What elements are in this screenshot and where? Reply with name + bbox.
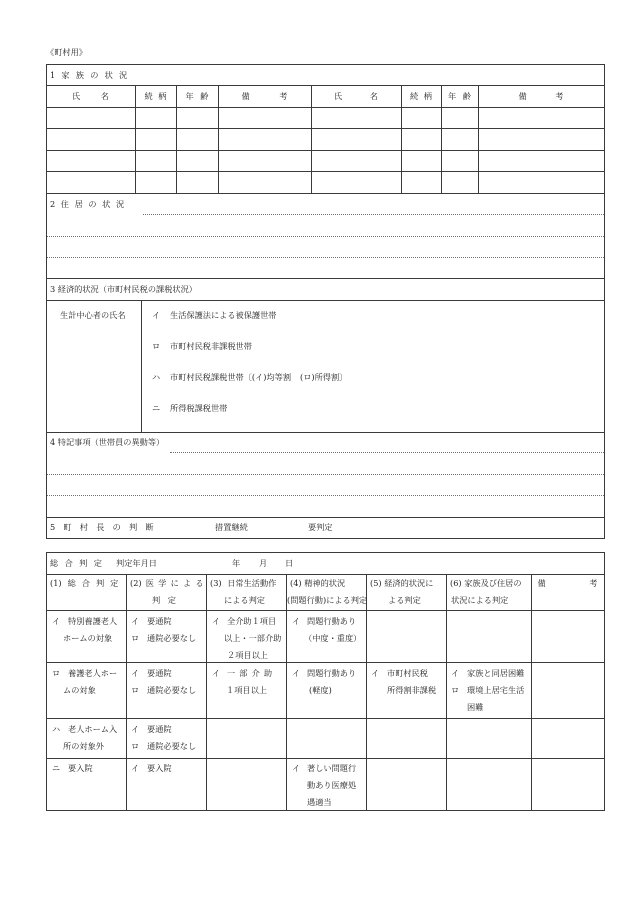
- cell-marker: イ: [212, 616, 221, 626]
- notes-entry-line: [47, 495, 604, 496]
- cell-text: 著しい問題行: [307, 763, 357, 773]
- cell-text: 遇適当: [307, 797, 332, 807]
- family-header-relation: 続 柄: [410, 91, 432, 101]
- family-header-age: 年 齢: [185, 91, 209, 101]
- family-section-title: 1 家 族 の 状 況: [50, 70, 128, 80]
- judgment-column-rule: [446, 574, 447, 810]
- economy-option-taxed-income: (ロ)所得割〕: [300, 372, 348, 382]
- family-header-remarks: 備 考: [241, 91, 288, 101]
- cell-marker: ロ: [131, 741, 140, 751]
- header-remarks: 備 考: [537, 578, 598, 588]
- header-family-housing-line2: 状況による判定: [451, 595, 509, 605]
- cell-text: 市町村民税: [387, 668, 428, 678]
- family-row-rule: [46, 150, 604, 151]
- family-section-bottom-rule: [46, 193, 604, 194]
- judgment-row-rule: [46, 662, 604, 663]
- cell-text: ムの対象: [63, 685, 96, 695]
- header-mental: (4) 精神的状況: [290, 578, 346, 588]
- housing-section-title: 2 住 居 の 状 況: [50, 199, 125, 209]
- cell-marker: ハ: [52, 724, 61, 734]
- cell-text: 老人ホーム入: [68, 724, 118, 734]
- cell-marker: イ: [131, 763, 140, 773]
- housing-section-bottom-rule: [46, 278, 604, 279]
- cell-text: 通院必要なし: [147, 685, 197, 695]
- cell-text: 問題行動あり: [307, 668, 357, 678]
- economy-section-bottom-rule: [46, 432, 604, 433]
- economy-title-rule: [46, 300, 604, 301]
- family-header-remarks: 備 考: [518, 91, 564, 101]
- cell-marker: イ: [292, 668, 301, 678]
- cell-marker: ロ: [131, 633, 140, 643]
- cell-marker: イ: [371, 668, 380, 678]
- cell-marker: ニ: [52, 763, 61, 773]
- housing-entry-line: [143, 214, 604, 215]
- judgment-year-label: 年: [232, 558, 241, 568]
- cell-text: 動あり医療処: [307, 780, 357, 790]
- housing-entry-line: [47, 236, 604, 237]
- cell-text: 困難: [467, 702, 484, 712]
- cell-text: （中度・重度）: [304, 633, 362, 643]
- economy-section-title: 3 経済的状況（市町村民税の課税状況）: [50, 284, 197, 294]
- economy-option-marker: イ: [152, 310, 161, 320]
- cell-marker: イ: [451, 668, 460, 678]
- family-header-age: 年 齢: [448, 91, 471, 101]
- family-column-rule: [401, 85, 402, 193]
- family-column-rule: [478, 85, 479, 193]
- housing-entry-line: [47, 257, 604, 258]
- cell-text: 通院必要なし: [147, 741, 197, 751]
- header-economic-line2: よる判定: [388, 595, 421, 605]
- cell-marker: イ: [52, 616, 61, 626]
- judgment-row-rule: [46, 758, 604, 759]
- cell-text: １項目以上: [226, 685, 267, 695]
- household-status-block: [46, 64, 605, 539]
- economy-option-welfare: 生活保護法による被保護世帯: [170, 310, 277, 320]
- earner-name-label: 生計中心者の氏名: [60, 310, 126, 320]
- economy-option-marker: ニ: [152, 403, 161, 413]
- notes-section-title: 4 特記事項（世帯員の異動等）: [50, 437, 165, 447]
- cell-text: 所の対象外: [63, 741, 104, 751]
- cell-marker: ロ: [451, 685, 460, 695]
- judgment-month-label: 月: [259, 558, 268, 568]
- cell-text: 要通院: [147, 616, 172, 626]
- header-medical-line2: 判 定: [152, 595, 176, 605]
- cell-marker: ロ: [131, 685, 140, 695]
- family-header-relation: 続 柄: [144, 91, 167, 101]
- form-variant-label: 《町村用》: [46, 47, 87, 57]
- judgment-column-rule: [286, 574, 287, 810]
- family-row-rule: [46, 171, 604, 172]
- cell-marker: イ: [292, 763, 301, 773]
- family-row-rule: [46, 128, 604, 129]
- judgment-column-rule: [531, 574, 532, 810]
- family-column-rule: [135, 85, 136, 193]
- cell-text: ホームの対象: [63, 633, 113, 643]
- cell-text: 要通院: [147, 668, 172, 678]
- cell-text: 要入院: [147, 763, 172, 773]
- cell-text: 問題行動あり: [307, 616, 357, 626]
- family-header-name: 氏 名: [72, 91, 109, 101]
- cell-text: 全介助１項目: [227, 616, 277, 626]
- cell-text: 要入院: [68, 763, 93, 773]
- header-daily-living: (3) 日常生活動作: [210, 578, 277, 588]
- cell-marker: イ: [131, 668, 140, 678]
- mayor-judgment-title: 5 町 村 長 の 判 断: [50, 522, 154, 532]
- judgment-column-rule: [126, 574, 127, 810]
- cell-text: 環境上居宅生活: [467, 685, 525, 695]
- family-column-rule: [311, 85, 312, 193]
- cell-text: 所得割非課税: [387, 685, 437, 695]
- cell-text: 養護老人ホー: [68, 668, 118, 678]
- cell-text: 特別養護老人: [68, 616, 118, 626]
- family-title-rule: [46, 85, 604, 86]
- cell-text: 一 部 介 助: [227, 668, 273, 678]
- family-header-name: 氏 名: [334, 91, 378, 101]
- family-header-rule: [46, 107, 604, 108]
- header-mental-line2: (問題行動)による判定: [287, 595, 368, 605]
- cell-text: (軽度): [309, 685, 332, 695]
- cell-marker: イ: [131, 616, 140, 626]
- mayor-choice-continue: 措置継続: [215, 522, 248, 532]
- header-medical: (2) 医 学 に よ る: [130, 578, 204, 588]
- judgment-column-rule: [366, 574, 367, 810]
- judgment-column-rule: [206, 574, 207, 810]
- economy-option-marker: ハ: [152, 372, 161, 382]
- mayor-choice-review: 要判定: [308, 522, 333, 532]
- notes-entry-line: [170, 452, 604, 453]
- cell-text: 家族と同居困難: [467, 668, 525, 678]
- cell-text: 以上・一部介助: [224, 633, 282, 643]
- economy-option-income-tax: 所得税課税世帯: [170, 403, 228, 413]
- family-column-rule: [176, 85, 177, 193]
- cell-text: 通院必要なし: [147, 633, 197, 643]
- judgment-date-label: 判定年月日: [116, 558, 157, 568]
- notes-section-bottom-rule: [46, 517, 604, 518]
- cell-text: ２項目以上: [227, 650, 268, 660]
- judgment-title: 総 合 判 定: [50, 558, 102, 568]
- header-economic: (5) 経済的状況に: [370, 578, 434, 588]
- economy-option-taxed-per-capita: 市町村民税課税世帯〔(イ)均等割: [170, 372, 292, 382]
- economy-column-rule: [141, 300, 142, 432]
- family-column-rule: [218, 85, 219, 193]
- judgment-day-label: 日: [285, 558, 294, 568]
- cell-marker: イ: [131, 724, 140, 734]
- judgment-title-rule: [46, 574, 604, 575]
- judgment-header-rule: [46, 610, 604, 611]
- header-daily-living-line2: による判定: [224, 595, 265, 605]
- cell-marker: イ: [292, 616, 301, 626]
- economy-option-tax-exempt: 市町村民税非課税世帯: [170, 341, 252, 351]
- cell-marker: ロ: [52, 668, 61, 678]
- header-overall: (1) 総 合 判 定: [50, 578, 119, 588]
- judgment-row-rule: [46, 718, 604, 719]
- cell-marker: イ: [212, 668, 221, 678]
- notes-entry-line: [47, 474, 604, 475]
- economy-option-marker: ロ: [152, 341, 161, 351]
- cell-text: 要通院: [147, 724, 172, 734]
- header-family-housing: (6) 家族及び住居の: [450, 578, 522, 588]
- family-column-rule: [441, 85, 442, 193]
